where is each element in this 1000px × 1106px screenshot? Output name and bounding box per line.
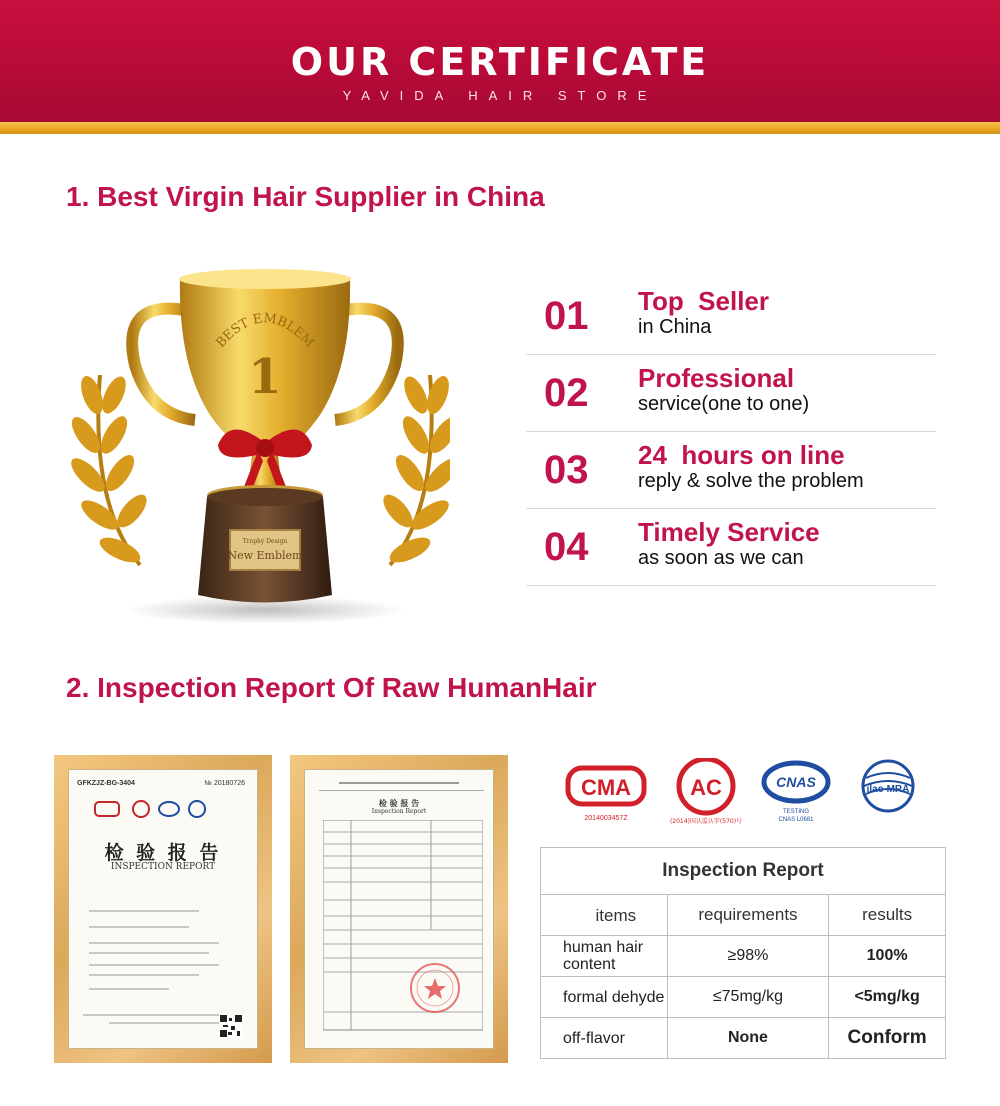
- table-title: Inspection Report: [541, 848, 946, 895]
- table-row: [541, 977, 946, 1018]
- requirement-cell: None: [667, 1018, 829, 1059]
- plaque-text: New Emblem: [227, 549, 303, 562]
- column-header: results: [829, 895, 946, 936]
- cup-number: 1: [248, 349, 282, 405]
- result-cell: Conform: [829, 1018, 946, 1059]
- cert2-en-title: Inspection Report: [371, 808, 427, 815]
- feature-desc: service(one to one): [638, 393, 810, 415]
- svg-text:ilac-MRA: ilac-MRA: [866, 784, 910, 795]
- qr-code-icon: [219, 1014, 243, 1038]
- item-cell: formal dehyde: [541, 977, 668, 1018]
- result-cell: <5mg/kg: [829, 977, 946, 1018]
- table-row: [541, 1018, 946, 1059]
- feature-number: 04: [544, 525, 589, 569]
- feature-number: 01: [544, 294, 589, 338]
- inspection-table: [540, 847, 946, 1059]
- result-cell: 100%: [829, 936, 946, 977]
- header-banner: [0, 0, 1000, 122]
- cert-en-title: INSPECTION REPORT: [110, 862, 216, 872]
- features-list: [526, 278, 936, 586]
- cert2-cn-title: 检 验 报 告: [378, 798, 420, 808]
- certificate-details-image: [290, 755, 508, 1063]
- item-cell: off-flavor: [541, 1018, 668, 1059]
- cert-table-image: [323, 820, 483, 1040]
- feature-item: [526, 278, 936, 355]
- cnas-logo-icon: [764, 763, 828, 823]
- svg-text:(2014)国认监认字(570)号: (2014)国认监认字(570)号: [669, 818, 743, 825]
- column-header: items: [541, 895, 668, 936]
- feature-number: 03: [544, 448, 589, 492]
- feature-number: 02: [544, 371, 589, 415]
- svg-text:CMA: CMA: [580, 775, 632, 800]
- svg-text:TESTING: TESTING: [782, 809, 810, 815]
- feature-item: [526, 432, 936, 509]
- cert-logos-icon: [89, 798, 239, 820]
- certificate-cover-image: [54, 755, 272, 1063]
- accreditation-logos: [560, 758, 930, 830]
- feature-desc: as soon as we can: [638, 547, 804, 569]
- trophy-image: [70, 265, 450, 625]
- feature-title: 24 hours on line: [638, 440, 845, 470]
- cup-arc-text: BEST EMBLEM: [213, 311, 317, 351]
- item-cell: human hair content: [541, 936, 668, 977]
- gold-stripe: [0, 122, 1000, 134]
- ilac-mra-logo-icon: [863, 761, 913, 811]
- section-heading-inspection: 2. Inspection Report Of Raw HumanHair: [66, 672, 597, 703]
- feature-desc: in China: [638, 316, 712, 338]
- feature-title: Top Seller: [638, 286, 769, 316]
- cert-cn-title: 检 验 报 告: [104, 842, 222, 864]
- section-heading-supplier: 1. Best Virgin Hair Supplier in China: [66, 181, 545, 212]
- laurel-left-icon: [70, 373, 152, 567]
- feature-desc: reply & solve the problem: [638, 470, 864, 492]
- laurel-right-icon: [378, 373, 450, 567]
- plaque-small-text: Trophy Design: [242, 538, 288, 545]
- feature-item: [526, 355, 936, 432]
- table-row: [541, 936, 946, 977]
- cert-number: № 20180726: [204, 780, 245, 787]
- column-header: requirements: [667, 895, 829, 936]
- svg-text:CNAS L0681: CNAS L0681: [778, 817, 814, 823]
- feature-title: Timely Service: [638, 517, 820, 547]
- requirement-cell: ≥98%: [667, 936, 829, 977]
- requirement-cell: ≤75mg/kg: [667, 977, 829, 1018]
- svg-text:CNAS: CNAS: [776, 774, 816, 790]
- svg-text:AC: AC: [690, 775, 722, 800]
- page-title: OUR CERTIFICATE: [290, 40, 710, 84]
- svg-text:2014003457Z: 2014003457Z: [584, 815, 628, 822]
- cal-logo-icon: [670, 759, 742, 825]
- store-name: YAVIDA HAIR STORE: [342, 88, 658, 103]
- feature-item: [526, 509, 936, 586]
- cma-logo-icon: [568, 768, 644, 822]
- feature-title: Professional: [638, 363, 795, 393]
- cert-code: GFKZJZ-BG-3404: [77, 780, 135, 787]
